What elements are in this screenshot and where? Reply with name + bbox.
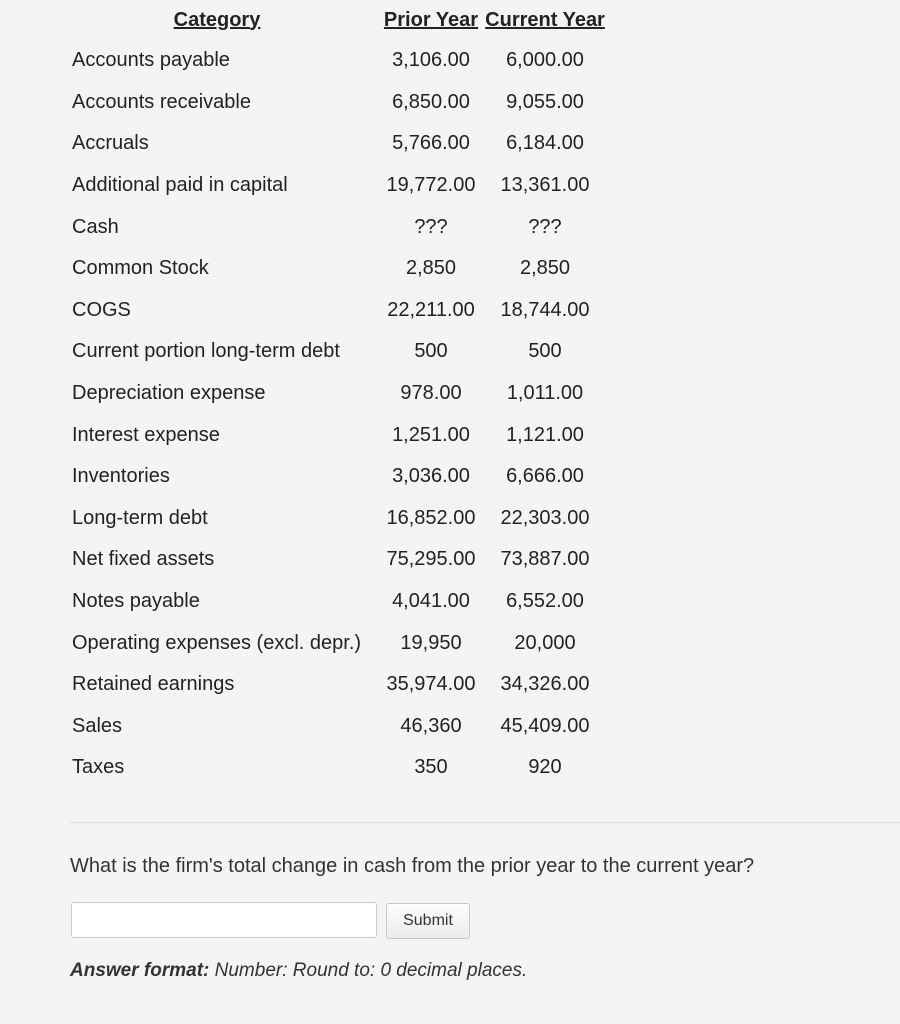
header-prior-year: Prior Year: [383, 8, 479, 31]
table-header-row: [64, 0, 608, 40]
table-row: [64, 248, 608, 290]
row-current-value: 6,552.00: [506, 590, 584, 613]
row-current-value: 6,000.00: [506, 49, 584, 72]
row-category: Operating expenses (excl. depr.): [72, 631, 362, 654]
row-current-value: 500: [528, 340, 562, 363]
question-text: What is the firm's total change in cash from the prior year to the current year?: [70, 855, 755, 877]
table-row: [64, 331, 608, 373]
row-current-value: 6,666.00: [506, 465, 584, 488]
row-current-value: 920: [528, 756, 562, 779]
row-prior-value: 22,211.00: [387, 298, 475, 321]
row-prior-value: 35,974.00: [386, 673, 476, 696]
row-category: Additional paid in capital: [72, 174, 288, 197]
table-row: [64, 40, 608, 82]
row-prior-value: 978.00: [400, 382, 462, 405]
row-current-value: 9,055.00: [506, 90, 584, 113]
table-row: [64, 622, 608, 664]
table-row: [64, 581, 608, 623]
table-row: [64, 706, 608, 748]
row-prior-value: 19,950: [400, 631, 462, 654]
row-category: Sales: [72, 714, 123, 737]
row-prior-value: 500: [414, 340, 448, 363]
row-prior-value: 3,036.00: [392, 465, 470, 488]
table-row: [64, 456, 608, 498]
financial-data-table: [64, 0, 608, 789]
header-current-year: Current Year: [485, 8, 605, 31]
row-category: Accruals: [72, 132, 149, 155]
submit-button[interactable]: Submit: [386, 903, 470, 939]
row-prior-value: ???: [414, 215, 448, 238]
row-prior-value: 350: [414, 756, 448, 779]
row-current-value: 1,011.00: [506, 382, 584, 405]
row-category: Notes payable: [72, 590, 200, 613]
row-category: Long-term debt: [72, 506, 208, 529]
row-current-value: 1,121.00: [506, 423, 584, 446]
row-current-value: 34,326.00: [500, 673, 590, 696]
row-category: Inventories: [72, 465, 170, 488]
row-current-value: 20,000: [514, 631, 576, 654]
row-prior-value: 75,295.00: [386, 548, 476, 571]
header-category: Category: [173, 8, 261, 31]
table-row: [64, 206, 608, 248]
table-row: [64, 414, 608, 456]
row-prior-value: 3,106.00: [392, 49, 470, 72]
row-prior-value: 46,360: [400, 714, 462, 737]
row-current-value: 18,744.00: [500, 298, 590, 321]
row-current-value: ???: [528, 215, 562, 238]
answer-format-text: Number: Round to: 0 decimal places.: [214, 960, 528, 981]
row-category: Accounts payable: [72, 49, 230, 72]
row-category: Net fixed assets: [72, 548, 215, 571]
row-category: Depreciation expense: [72, 382, 266, 405]
row-current-value: 22,303.00: [500, 506, 590, 529]
row-prior-value: 4,041.00: [392, 590, 470, 613]
answer-input[interactable]: [71, 902, 377, 938]
table-row: [64, 290, 608, 332]
table-row: [64, 373, 608, 415]
row-category: Cash: [72, 215, 119, 238]
row-prior-value: 5,766.00: [392, 132, 470, 155]
row-prior-value: 6,850.00: [392, 90, 470, 113]
row-category: Accounts receivable: [72, 90, 251, 113]
answer-format-label: Answer format:: [70, 960, 210, 981]
table-row: [64, 165, 608, 207]
row-current-value: 6,184.00: [506, 132, 584, 155]
row-category: Common Stock: [72, 257, 209, 280]
row-category: COGS: [72, 298, 131, 321]
row-prior-value: 1,251.00: [392, 423, 470, 446]
table-row: [64, 664, 608, 706]
row-prior-value: 2,850: [405, 257, 457, 280]
row-prior-value: 16,852.00: [386, 506, 476, 529]
table-row: [64, 498, 608, 540]
row-category: Current portion long-term debt: [72, 340, 340, 363]
answer-format-note: [70, 960, 527, 982]
row-current-value: 73,887.00: [500, 548, 590, 571]
table-row: [64, 747, 608, 789]
section-divider: [70, 822, 900, 823]
row-current-value: 13,361.00: [500, 174, 590, 197]
row-current-value: 2,850: [519, 257, 571, 280]
row-prior-value: 19,772.00: [386, 174, 476, 197]
row-category: Taxes: [72, 756, 125, 779]
table-row: [64, 539, 608, 581]
table-row: [64, 123, 608, 165]
row-current-value: 45,409.00: [500, 714, 590, 737]
row-category: Interest expense: [72, 423, 220, 446]
table-row: [64, 82, 608, 124]
row-category: Retained earnings: [72, 673, 235, 696]
